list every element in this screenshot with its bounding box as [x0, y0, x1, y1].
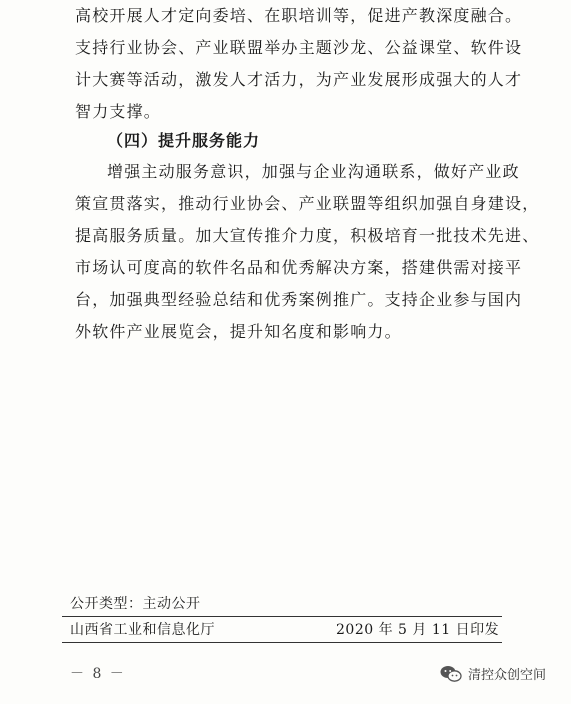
text-line: 台，加强典型经验总结和优秀案例推广。支持企业参与国内 [75, 290, 523, 309]
wechat-icon [440, 665, 462, 683]
text-line: 市场认可度高的软件名品和优秀解决方案，搭建供需对接平 [75, 258, 523, 277]
page-number: － 8 － [70, 666, 126, 682]
section-heading: （四）提升服务能力 [107, 131, 261, 150]
text-line: 外软件产业展览会，提升知名度和影响力。 [75, 322, 402, 341]
issue-date: 2020 年 5 月 11 日印发 [336, 622, 500, 638]
text-line: 高校开展人才定向委培、在职培训等，促进产教深度融合。 [75, 6, 523, 25]
text-line: 智力支撑。 [75, 102, 162, 121]
watermark [440, 664, 546, 683]
footer-rule-bottom [62, 642, 502, 643]
text-line: 提高服务质量。加大宣传推介力度，积极培育一批技术先进、 [75, 226, 540, 245]
paragraph-talent [75, 0, 523, 128]
footer-rule-top [62, 616, 502, 617]
text-line: 支持行业协会、产业联盟举办主题沙龙、公益课堂、软件设 [75, 38, 523, 57]
issuer-name: 山西省工业和信息化厅 [70, 622, 215, 638]
text-line: 增强主动服务意识，加强与企业沟通联系，做好产业政 [107, 162, 520, 181]
paragraph-service [75, 156, 540, 348]
disclosure-type: 公开类型：主动公开 [70, 596, 201, 612]
watermark-text: 清控众创空间 [468, 668, 547, 683]
text-line: 计大赛等活动，激发人才活力，为产业发展形成强大的人才 [75, 70, 523, 89]
text-line: 策宣贯落实，推动行业协会、产业联盟等组织加强自身建设， [75, 194, 540, 213]
